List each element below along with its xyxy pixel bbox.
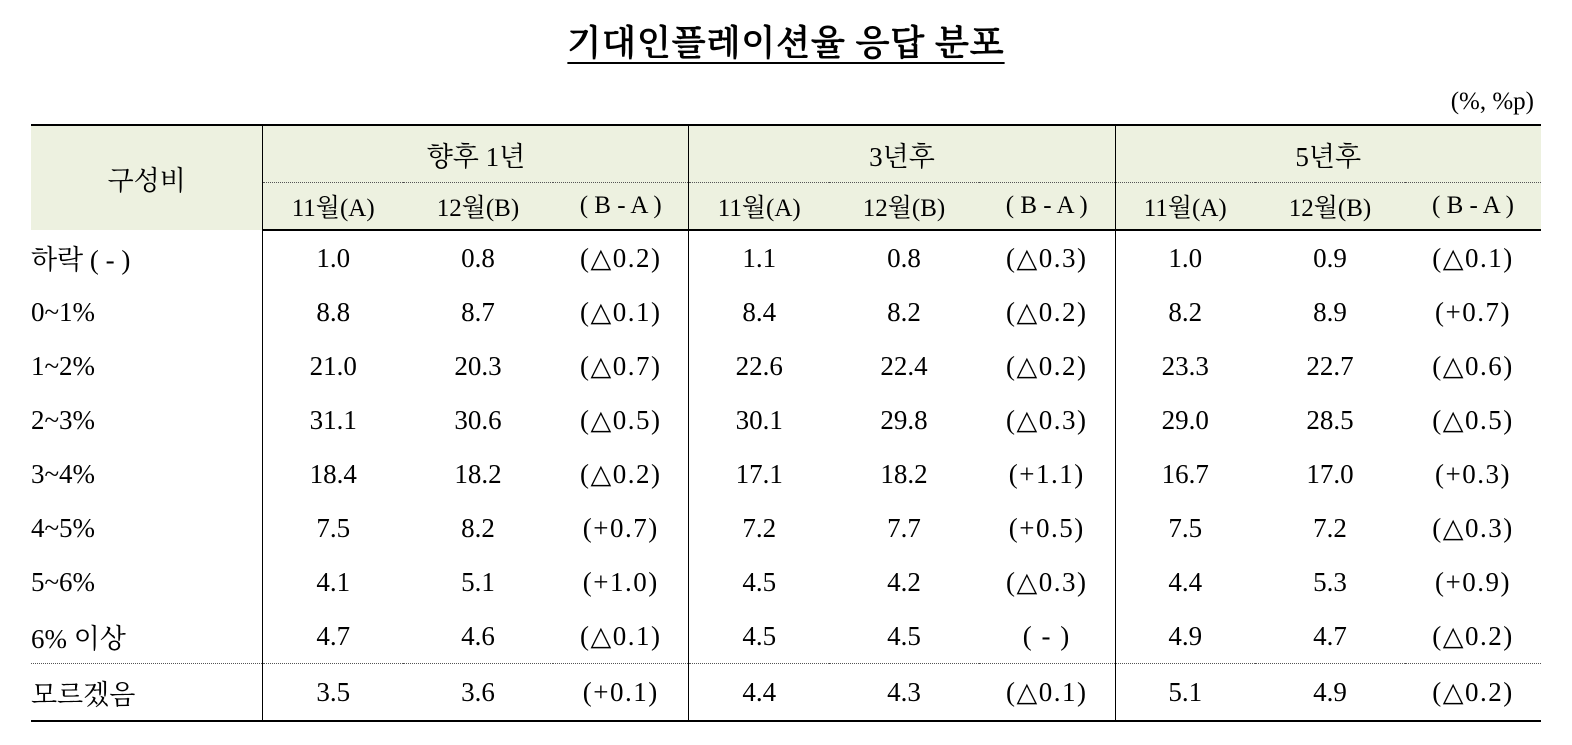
cell-1y-dec: 8.7 xyxy=(461,296,495,327)
subheader-3y-dec: 12월(B) xyxy=(829,183,979,231)
cell-5y-diff: (△0.6) xyxy=(1432,350,1514,381)
cell-3y-nov: 30.1 xyxy=(689,393,829,447)
cell-3y-diff: (△0.1) xyxy=(979,664,1115,722)
cell-1y-diff: (△0.7) xyxy=(579,350,662,381)
cell-3y-dec: 18.2 xyxy=(880,458,928,489)
subheader-1y-diff: ( B - A ) xyxy=(553,183,689,231)
table-group-header-row xyxy=(31,125,1541,183)
row-label: 3~4% xyxy=(30,458,96,489)
cell-5y-dec: 5.3 xyxy=(1313,566,1347,597)
expected-inflation-distribution-table xyxy=(31,124,1541,722)
table-row xyxy=(31,555,1541,609)
cell-3y-nov: 22.6 xyxy=(689,339,829,393)
group-header-3y: 3년후 xyxy=(689,125,1115,183)
cell-3y-diff: (△0.2) xyxy=(1005,350,1088,381)
cell-1y-nov: 1.0 xyxy=(263,230,403,285)
cell-1y-nov: 18.4 xyxy=(263,447,403,501)
cell-1y-diff: (+0.1) xyxy=(553,664,689,722)
cell-5y-dec: 17.0 xyxy=(1306,458,1354,489)
cell-1y-dec: 30.6 xyxy=(454,404,502,435)
cell-3y-nov: 4.4 xyxy=(689,664,829,722)
subheader-1y-nov: 11월(A) xyxy=(263,183,403,231)
table-row xyxy=(31,447,1541,501)
cell-3y-diff: (△0.3) xyxy=(1005,242,1088,273)
page-title: 기대인플레이션율 응답 분포 xyxy=(567,24,1005,63)
cell-3y-dec: 29.8 xyxy=(880,404,928,435)
cell-3y-nov: 17.1 xyxy=(689,447,829,501)
cell-5y-nov: 8.2 xyxy=(1115,285,1255,339)
subheader-3y-nov: 11월(A) xyxy=(689,183,829,231)
cell-5y-diff: (+0.7) xyxy=(1435,296,1511,327)
cell-5y-diff: (△0.2) xyxy=(1405,664,1541,722)
cell-5y-diff: (△0.2) xyxy=(1405,609,1541,664)
cell-3y-dec: 22.4 xyxy=(880,350,928,381)
cell-5y-nov: 7.5 xyxy=(1115,501,1255,555)
cell-3y-diff: (△0.3) xyxy=(1005,404,1088,435)
cell-1y-dec: 0.8 xyxy=(461,242,495,273)
cell-1y-nov: 4.7 xyxy=(263,609,403,664)
cell-3y-diff: (+0.5) xyxy=(1008,512,1085,543)
cell-5y-diff: (+0.9) xyxy=(1435,566,1511,597)
cell-3y-nov: 8.4 xyxy=(689,285,829,339)
cell-3y-nov: 4.5 xyxy=(689,555,829,609)
row-label: 하락 ( - ) xyxy=(30,245,131,275)
row-label: 2~3% xyxy=(30,404,96,435)
cell-1y-dec: 5.1 xyxy=(461,566,495,597)
cell-3y-dec: 7.7 xyxy=(887,512,921,543)
cell-5y-dec: 4.7 xyxy=(1255,609,1405,664)
corner-label: 구성비 xyxy=(31,125,263,230)
cell-3y-dec: 4.2 xyxy=(887,566,921,597)
cell-5y-dec: 8.9 xyxy=(1313,296,1347,327)
table-row xyxy=(31,393,1541,447)
row-label: 1~2% xyxy=(30,350,96,381)
cell-1y-dec: 20.3 xyxy=(454,350,502,381)
group-header-5y: 5년후 xyxy=(1115,125,1541,183)
cell-1y-diff: (+0.7) xyxy=(582,512,659,543)
cell-3y-dec: 8.2 xyxy=(887,296,921,327)
cell-3y-nov: 1.1 xyxy=(689,230,829,285)
cell-1y-dec: 3.6 xyxy=(403,664,553,722)
subheader-3y-diff: ( B - A ) xyxy=(979,183,1115,231)
group-header-1y: 향후 1년 xyxy=(263,125,689,183)
unit-note: (%, %p) xyxy=(1450,88,1534,115)
cell-1y-nov: 7.5 xyxy=(263,501,403,555)
cell-5y-nov: 23.3 xyxy=(1115,339,1255,393)
subheader-5y-diff: ( B - A ) xyxy=(1405,183,1541,231)
cell-5y-nov: 29.0 xyxy=(1115,393,1255,447)
cell-3y-dec: 4.5 xyxy=(829,609,979,664)
cell-5y-dec: 4.9 xyxy=(1255,664,1405,722)
cell-3y-dec: 4.3 xyxy=(829,664,979,722)
cell-5y-nov: 4.4 xyxy=(1115,555,1255,609)
subheader-5y-nov: 11월(A) xyxy=(1115,183,1255,231)
cell-5y-nov: 1.0 xyxy=(1115,230,1255,285)
cell-1y-dec: 18.2 xyxy=(454,458,502,489)
subheader-1y-dec: 12월(B) xyxy=(403,183,553,231)
cell-1y-diff: (△0.1) xyxy=(553,609,689,664)
table-row xyxy=(31,230,1541,285)
cell-5y-diff: (△0.1) xyxy=(1432,242,1514,273)
table-row xyxy=(31,609,1541,664)
row-label: 4~5% xyxy=(30,512,96,543)
cell-3y-nov: 4.5 xyxy=(689,609,829,664)
table-row xyxy=(31,285,1541,339)
cell-1y-nov: 21.0 xyxy=(263,339,403,393)
subheader-5y-dec: 12월(B) xyxy=(1255,183,1405,231)
cell-3y-dec: 0.8 xyxy=(887,242,921,273)
cell-1y-diff: (△0.1) xyxy=(579,296,662,327)
cell-1y-diff: (△0.2) xyxy=(579,458,662,489)
cell-1y-diff: (+1.0) xyxy=(582,566,659,597)
cell-3y-diff: (△0.2) xyxy=(1005,296,1088,327)
cell-1y-dec: 4.6 xyxy=(403,609,553,664)
cell-5y-nov: 4.9 xyxy=(1115,609,1255,664)
cell-1y-nov: 3.5 xyxy=(263,664,403,722)
cell-3y-diff: (△0.3) xyxy=(1005,566,1088,597)
row-label: 모르겠음 xyxy=(31,664,263,722)
row-label: 6% 이상 xyxy=(31,609,263,664)
cell-5y-nov: 5.1 xyxy=(1115,664,1255,722)
table-row xyxy=(31,664,1541,722)
cell-5y-dec: 0.9 xyxy=(1313,242,1347,273)
cell-5y-diff: (△0.5) xyxy=(1432,404,1514,435)
cell-5y-diff: (△0.3) xyxy=(1432,512,1514,543)
cell-1y-nov: 8.8 xyxy=(263,285,403,339)
row-label: 5~6% xyxy=(30,566,96,597)
cell-3y-diff: ( - ) xyxy=(979,609,1115,664)
cell-1y-dec: 8.2 xyxy=(461,512,495,543)
cell-1y-nov: 4.1 xyxy=(263,555,403,609)
cell-3y-nov: 7.2 xyxy=(689,501,829,555)
cell-5y-dec: 22.7 xyxy=(1306,350,1354,381)
cell-5y-nov: 16.7 xyxy=(1115,447,1255,501)
cell-1y-nov: 31.1 xyxy=(263,393,403,447)
cell-5y-diff: (+0.3) xyxy=(1435,458,1511,489)
cell-1y-diff: (△0.2) xyxy=(579,242,662,273)
row-label: 0~1% xyxy=(30,296,96,327)
table-row xyxy=(31,501,1541,555)
table-row xyxy=(31,339,1541,393)
cell-1y-diff: (△0.5) xyxy=(579,404,662,435)
cell-5y-dec: 7.2 xyxy=(1313,512,1347,543)
cell-5y-dec: 28.5 xyxy=(1306,404,1354,435)
cell-3y-diff: (+1.1) xyxy=(1008,458,1085,489)
